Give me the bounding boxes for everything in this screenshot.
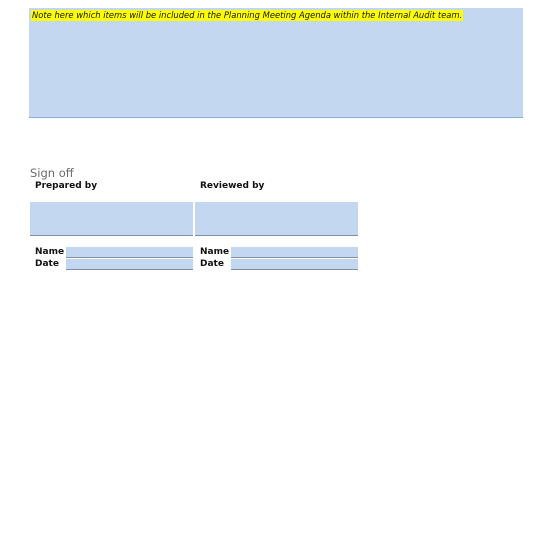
- reviewed-date-label: Date: [200, 259, 224, 269]
- prepared-by-signature-field[interactable]: [30, 202, 193, 236]
- prepared-name-field[interactable]: [66, 247, 193, 258]
- agenda-notes-field[interactable]: [29, 8, 523, 118]
- signoff-title: Sign off: [30, 166, 74, 180]
- prepared-date-label: Date: [35, 259, 59, 269]
- prepared-by-label: Prepared by: [35, 181, 98, 191]
- agenda-note-instruction: Note here which items will be included in the Planning Meeting Agenda within the Internal Audit team.: [32, 10, 463, 20]
- reviewed-by-signature-field[interactable]: [195, 202, 358, 236]
- reviewed-date-field[interactable]: [231, 259, 358, 270]
- prepared-name-label: Name: [35, 247, 65, 257]
- reviewed-name-field[interactable]: [231, 247, 358, 258]
- reviewed-name-label: Name: [200, 247, 230, 257]
- prepared-date-field[interactable]: [66, 259, 193, 270]
- reviewed-by-label: Reviewed by: [200, 181, 265, 191]
